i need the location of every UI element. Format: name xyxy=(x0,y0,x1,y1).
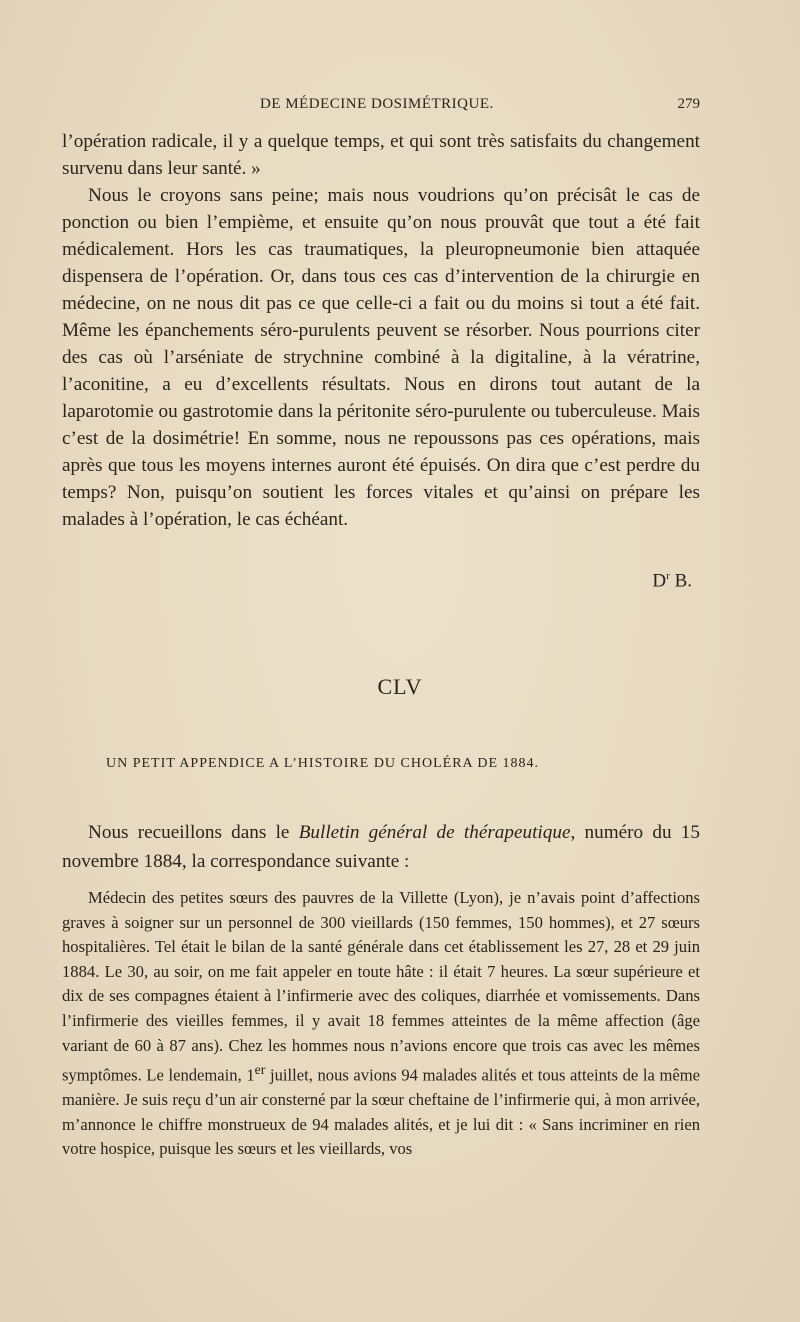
continuation-text xyxy=(62,128,700,533)
quoted-letter xyxy=(62,886,700,1162)
page-number: 279 xyxy=(677,96,700,112)
letter-sup: er xyxy=(254,1062,266,1078)
paragraph: l’opération radicale, il y a quelque temps, et qui sont très satisfaits du changement survenu dans leur santé. » xyxy=(62,131,700,179)
running-title: DE MÉDECINE DOSIMÉTRIQUE. xyxy=(260,96,494,112)
paragraph: Nous le croyons sans peine; mais nous voudrions qu’on précisât le cas de ponction ou bien l’empième, et ensuite qu’on nous prouvât que tout a été fait médicalement. Hors les cas traumatiques, la pleuropneumonie bien attaquée dispensera de l’opération. Or, dans tous ces cas d’intervention de la chirurgie en médecine, on ne nous dit pas ce que celle-ci a fait ou du moins si tout a été fait. Même les épanchements séro-purulents peuvent se résorber. Nous pourrions citer des cas où l’arséniate de strychnine combiné à la digitaline, à la vératrine, l’aconitine, a eu d’excellents résultats. Nous en dirons tout autant de la laparotomie ou gastrotomie dans la péritonite séro-purulente ou tuberculeuse. Mais c’est de la dosimétrie! En somme, nous ne repoussons pas ces opérations, mais après que tous les moyens internes auront été épuisés. On dira que c’est perdre du temps? Non, puisqu’on soutient les forces vitales et qu’ainsi on prépare les malades à l’opération, le cas échéant. xyxy=(62,185,700,530)
letter-part-2: juillet, nous avions 94 malades alités et tous atteints de la même manière. Je suis reçu d’un air consterné par la sœur cheftaine de l’infirmerie qui, à mon arrivée, m’annonce le chiffre monstrueux de 94 malades alités, et je lui dit : « Sans incriminer en rien votre hospice, puisque les sœurs et les vieillards, vos xyxy=(62,1065,700,1159)
letter-part-1: Médecin des petites sœurs des pauvres de la Villette (Lyon), je n’avais point d’affections graves à soigner sur un personnel de 300 vieillards (150 femmes, 150 hommes), et 27 sœurs hospitalières. Tel était le bilan de la santé générale dans cet établissement les 27, 28 et 29 juin 1884. Le 30, au soir, on me fait appeler en toute hâte : il était 7 heures. La sœur supérieure et dix de ses compagnes étaient à l’infirmerie avec des coliques, diarrhée et vomissements. Dans l’infirmerie des vieilles femmes, il y avait 18 femmes atteintes de la même affection (âge variant de 60 à 87 ans). Chez les hommes nous n’avions encore que trois cas avec les mêmes symptômes. Le lendemain, 1 xyxy=(62,888,700,1085)
signature-prefix: D xyxy=(652,570,667,592)
intro-before: Nous recueillons dans le xyxy=(88,822,299,843)
signature-sup: r xyxy=(666,570,670,582)
signature xyxy=(652,570,692,592)
chapter-number: CLV xyxy=(377,674,423,699)
intro-after: , numéro du 15 novembre 1884, la correspondance suivante : xyxy=(62,822,700,872)
signature-suffix: B. xyxy=(669,570,692,592)
journal-title: Bulletin général de thérapeutique xyxy=(298,822,571,843)
intro-paragraph xyxy=(62,818,700,876)
chapter-title: UN PETIT APPENDICE A L’HISTOIRE DU CHOLÉRA DE 1884. xyxy=(106,756,540,771)
running-head xyxy=(60,96,700,122)
